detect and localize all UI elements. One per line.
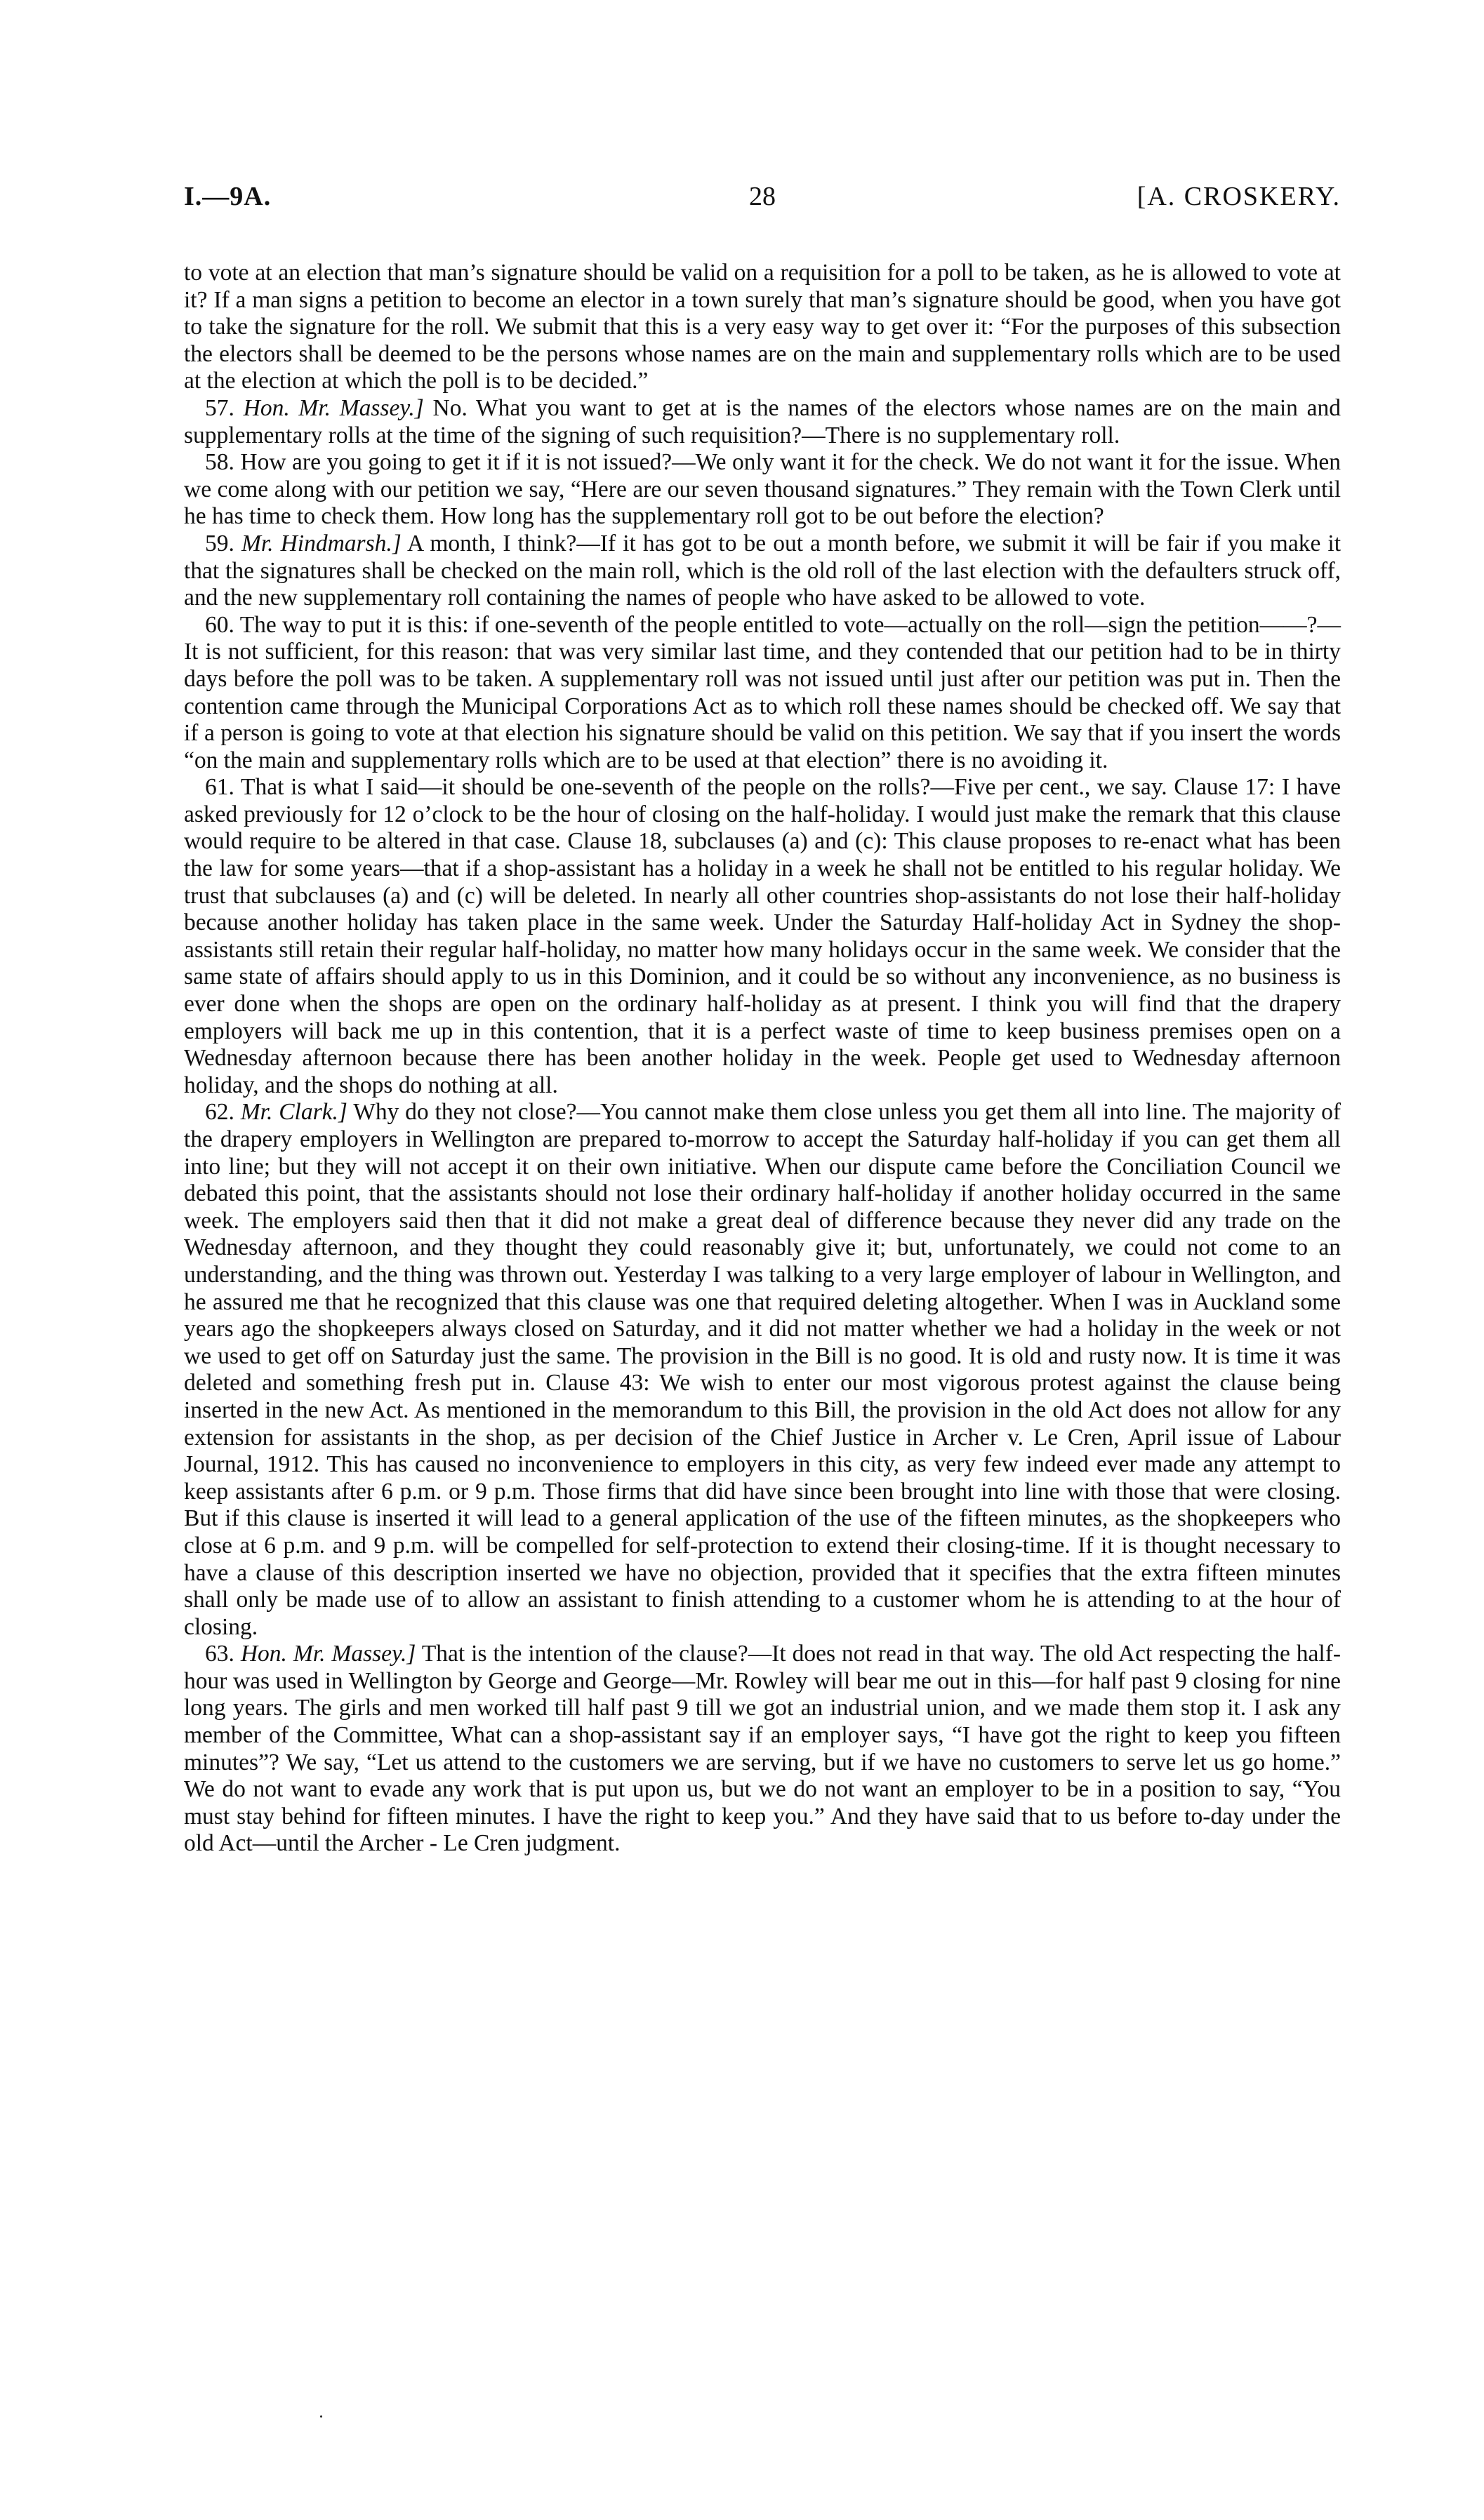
paragraph-text: No. What you want to get at is the names of the electors whose names are on the main and supplementary rolls at the time of the signing of such requisition?—There is no supplementary roll. — [184, 394, 1341, 448]
paragraph-61 — [184, 774, 1341, 1099]
page-header — [184, 181, 1341, 223]
paragraph-continuation — [184, 260, 1341, 395]
paragraph-57 — [184, 395, 1341, 449]
ink-speck — [320, 2415, 322, 2418]
page-number: 28 — [749, 182, 776, 211]
paragraph-63 — [184, 1641, 1341, 1858]
question-number: 62. — [205, 1099, 234, 1126]
paragraph-text: Why do they not close?—You cannot make them close unless you get them all into line. The majority of the drapery employers in Wellington are prepared to-morrow to accept the Saturday half-holiday if you can get them all into line; but they will not accept it on their own initiative. When our dispute came before the Conciliation Council we debated this point, that the assistants should not lose their ordinary half-holiday if another holiday occurred in the same week. The employers said then that it did not make a great deal of difference because they never did any trade on the Wednesday afternoon, and they thought they could reasonably give it; but, unfortunately, we could not come to an understanding, and the thing was thrown out. Yesterday I was talking to a very large employer of labour in Wellington, and he assured me that he recognized that this clause was one that required deleting altogether. When I was in Auckland some years ago the shopkeepers always closed on Saturday, and it did not matter whether we had a holiday in the week or not we used to get off on Saturday just the same. The provision in the Bill is no good. It is old and rusty now. It is time it was deleted and something fresh put in. Clause 43: We wish to enter our most vigorous protest against the clause being inserted in the new Act. As mentioned in the memorandum to this Bill, the provision in the old Act does not allow for any extension for assistants in the shop, as per decision of the Chief Justice in Archer v. Le Cren, April issue of Labour Journal, 1912. This has caused no inconvenience to employers in this city, as very few indeed ever made any attempt to keep assistants after 6 p.m. or 9 p.m. Those firms that did have since been brought into line with those that were closing. But if this clause is inserted it will lead to a general application of the use of the fifteen minutes, as the shopkeepers who close at 6 p.m. and 9 p.m. will be compelled for self-protection to extend their closing-time. If it is thought necessary to have a clause of this description inserted we have no objection, provided that it specifies that the extra fifteen minutes shall only be made use of to allow an assistant to finish attending to a customer whom he is attending to at the hour of closing. — [184, 1099, 1341, 1640]
paragraph-text: A month, I think?—If it has got to be out a month before, we submit it will be fair if you make it that the signatures shall be checked on the main roll, which is the old roll of the last election with the defaulters struck off, and the new supplementary roll containing the names of people who have asked to be allowed to vote. — [184, 530, 1341, 611]
speaker-name: Hon. Mr. Massey.] — [243, 394, 424, 421]
paragraph-62 — [184, 1099, 1341, 1641]
paragraph-58 — [184, 449, 1341, 531]
paragraph-text: That is the intention of the clause?—It does not read in that way. The old Act respecting the half-hour was used in Wellington by George and George—Mr. Rowley will bear me out in this—for half past 9 closing for nine long years. The girls and men worked till half past 9 till we got an industrial union, and we made them stop it. I ask any member of the Committee, What can a shop-assistant say if an employer says, “I have got the right to keep you fifteen minutes”? We say, “Let us attend to the customers we are serving, but if we have no customers to serve let us go home.” We do not want to evade any work that is put upon us, but we do not want an employer to be in a position to say, “You must stay behind for fifteen minutes. I have the right to keep you.” And they have said that to us before to-day under the old Act—until the Archer - Le Cren judgment. — [184, 1641, 1341, 1857]
document-body — [184, 260, 1341, 1858]
witness-name: [A. CROSKERY. — [1137, 182, 1341, 211]
paragraph-text: The way to put it is this: if one-seventh of the people entitled to vote—actually on the roll—sign the petition——?—It is not sufficient, for this reason: that was very similar last time, and they contended that our petition had to be in thirty days before the poll was to be taken. A supplementary roll was not issued until just after our petition was put in. Then the contention came through the Municipal Corporations Act as to which roll these names should be checked off. We say that if a person is going to vote at that election his signature should be valid on this petition. We say that if you insert the words “on the main and supplementary rolls which are to be used at that election” there is no avoiding it. — [184, 611, 1341, 773]
paragraph-text: That is what I said—it should be one-seventh of the people on the rolls?—Five per cent., we say. Clause 17: I have asked previously for 12 o’clock to be the hour of closing on the half-holiday. I would just make the remark that this clause would require to be altered in that case. Clause 18, subclauses (a) and (c): This clause proposes to re-enact what has been the law for some years—that if a shop-assistant has a holiday in a week he shall not be entitled to his regular holiday. We trust that subclauses (a) and (c) will be deleted. In nearly all other countries shop-assistants do not lose their half-holiday because another holiday has taken place in the same week. Under the Saturday Half-holiday Act in Sydney the shop-assistants still retain their regular half-holiday, no matter how many holidays occur in the same week. We consider that the same state of affairs should apply to us in this Dominion, and it could be so without any inconvenience, as no business is ever done when the shops are open on the ordinary half-holiday as at present. I think you will find that the drapery employers will back me up in this contention, that it is a perfect waste of time to keep business premises open on a Wednesday afternoon because there has been another holiday in the week. People get used to Wednesday afternoon holiday, and the shops do nothing at all. — [184, 774, 1341, 1098]
question-number: 61. — [205, 774, 234, 801]
question-number: 59. — [205, 530, 234, 556]
question-number: 57. — [205, 394, 234, 421]
speaker-name: Mr. Hindmarsh.] — [241, 530, 402, 556]
paragraph-text: How are you going to get it if it is not issued?—We only want it for the check. We do not want it for the issue. When we come along with our petition we say, “Here are our seven thousand signatures.” They remain with the Town Clerk until he has time to check them. How long has the supplementary roll got to be out before the election? — [184, 449, 1341, 530]
question-number: 63. — [205, 1641, 234, 1667]
question-number: 58. — [205, 449, 234, 476]
question-number: 60. — [205, 611, 234, 638]
document-reference: I.—9A. — [184, 182, 272, 211]
speaker-name: Hon. Mr. Massey.] — [240, 1641, 416, 1667]
paragraph-59 — [184, 531, 1341, 612]
paragraph-text: to vote at an election that man’s signature should be valid on a requisition for a poll to be taken, as he is allowed to vote at it? If a man signs a petition to become an elector in a town surely that man’s signature should be good, when you have got to take the signature for the roll. We submit that this is a very easy way to get over it: “For the purposes of this subsection the electors shall be deemed to be the persons whose names are on the main and supplementary rolls which are to be used at the election at which the poll is to be decided.” — [184, 260, 1341, 394]
paragraph-60 — [184, 612, 1341, 775]
speaker-name: Mr. Clark.] — [240, 1099, 347, 1126]
